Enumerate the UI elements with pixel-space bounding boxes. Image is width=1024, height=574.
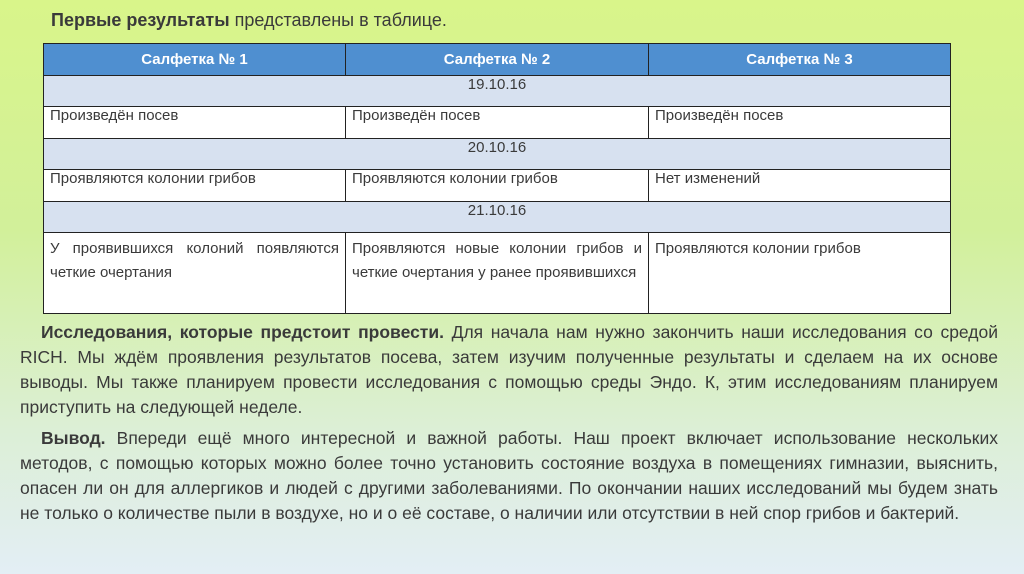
page-heading xyxy=(51,8,447,32)
research-title: Исследования, которые предстоит провести. xyxy=(41,322,444,342)
date-cell: 19.10.16 xyxy=(44,76,951,107)
date-row xyxy=(44,202,951,233)
date-cell: 20.10.16 xyxy=(44,139,951,170)
header-napkin-1: Салфетка № 1 xyxy=(44,44,346,76)
table-cell: Нет изменений xyxy=(649,170,951,202)
table-cell: Произведён посев xyxy=(346,107,649,139)
table-cell: Проявляются колонии грибов xyxy=(649,233,951,314)
conclusion-text: Впереди ещё много интересной и важной работы. Наш проект включает использование нескольких методов, с помощью которых можно более точно установить состояние воздуха в помещениях гимназии, выяснить, опасен ли он для аллергиков и людей с другими заболеваниями. По окончании наших исследований мы будем знать не только о количестве пыли в воздухе, но и о её составе, о наличии или отсутствии в ней спор грибов и бактерий. xyxy=(20,428,998,523)
heading-rest: представлены в таблице. xyxy=(229,10,447,30)
date-row xyxy=(44,139,951,170)
date-cell: 21.10.16 xyxy=(44,202,951,233)
table-row xyxy=(44,170,951,202)
date-row xyxy=(44,76,951,107)
table-cell: Проявляются новые колонии грибов и четкие очертания у ранее проявившихся xyxy=(346,233,649,314)
results-table xyxy=(43,43,951,314)
table-cell: Проявляются колонии грибов xyxy=(44,170,346,202)
research-text: Для начала нам нужно закончить наши исследования со средой RICH. Мы ждём проявления результатов посева, затем изучим полученные результаты и сделаем на их основе выводы. Мы также планируем провести исследования с помощью среды Эндо. К, этим исследованиям планируем приступить на следующей неделе. xyxy=(20,322,998,417)
heading-bold: Первые результаты xyxy=(51,10,230,30)
table-cell: Проявляются колонии грибов xyxy=(346,170,649,202)
table-cell: У проявившихся колоний появляются четкие очертания xyxy=(44,233,346,314)
conclusion-title: Вывод. xyxy=(41,428,106,448)
table-row xyxy=(44,233,951,314)
table-row xyxy=(44,107,951,139)
research-paragraph xyxy=(20,320,998,420)
table-cell: Произведён посев xyxy=(44,107,346,139)
header-napkin-3: Салфетка № 3 xyxy=(649,44,951,76)
table-cell: Произведён посев xyxy=(649,107,951,139)
table-header-row xyxy=(44,44,951,76)
conclusion-paragraph xyxy=(20,426,998,526)
header-napkin-2: Салфетка № 2 xyxy=(346,44,649,76)
